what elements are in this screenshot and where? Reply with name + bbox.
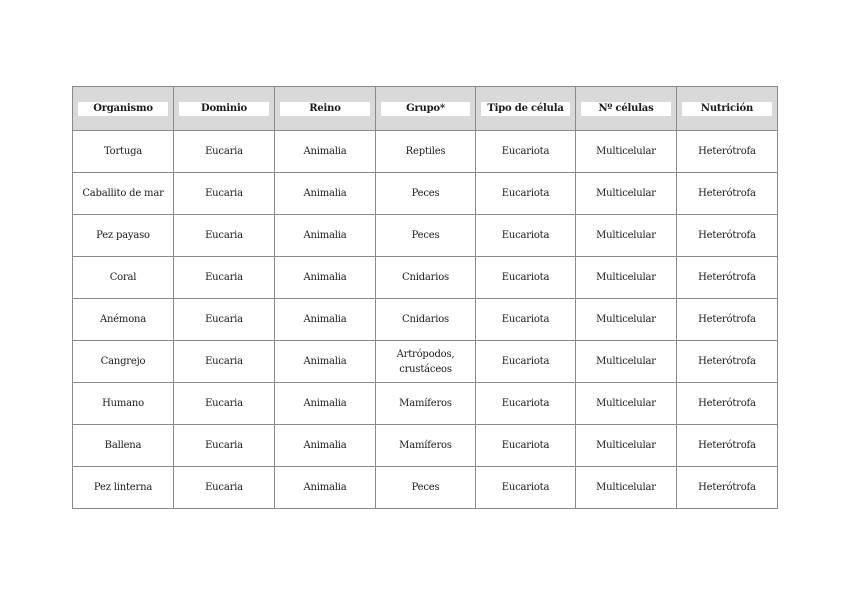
cell-num-celulas: Multicelular (576, 341, 677, 383)
cell-num-celulas: Multicelular (576, 467, 677, 509)
table-row (73, 341, 778, 383)
table-row (73, 131, 778, 173)
cell-organismo: Humano (73, 383, 174, 425)
cell-organismo: Caballito de mar (73, 173, 174, 215)
cell-nutricion: Heterótrofa (677, 425, 778, 467)
table-row (73, 173, 778, 215)
cell-tipo-celula: Eucariota (476, 173, 576, 215)
table-body (73, 131, 778, 509)
cell-tipo-celula: Eucariota (476, 383, 576, 425)
cell-organismo: Coral (73, 257, 174, 299)
cell-num-celulas: Multicelular (576, 383, 677, 425)
cell-grupo: Peces (376, 173, 476, 215)
header-label: Tipo de célula (481, 102, 570, 116)
cell-tipo-celula: Eucariota (476, 341, 576, 383)
header-cell-tipo-celula (476, 87, 576, 131)
table-row (73, 299, 778, 341)
cell-grupo: Mamíferos (376, 425, 476, 467)
cell-grupo: Cnidarios (376, 299, 476, 341)
header-row (73, 87, 778, 131)
cell-dominio: Eucaria (174, 215, 275, 257)
cell-reino: Animalia (275, 341, 376, 383)
cell-organismo: Tortuga (73, 131, 174, 173)
cell-nutricion: Heterótrofa (677, 383, 778, 425)
cell-dominio: Eucaria (174, 257, 275, 299)
cell-organismo: Pez linterna (73, 467, 174, 509)
cell-tipo-celula: Eucariota (476, 215, 576, 257)
cell-reino: Animalia (275, 131, 376, 173)
cell-dominio: Eucaria (174, 341, 275, 383)
header-cell-reino (275, 87, 376, 131)
cell-grupo: Mamíferos (376, 383, 476, 425)
cell-grupo: Reptiles (376, 131, 476, 173)
cell-dominio: Eucaria (174, 425, 275, 467)
cell-reino: Animalia (275, 257, 376, 299)
cell-dominio: Eucaria (174, 173, 275, 215)
cell-dominio: Eucaria (174, 383, 275, 425)
cell-grupo: Cnidarios (376, 257, 476, 299)
cell-nutricion: Heterótrofa (677, 257, 778, 299)
cell-organismo: Cangrejo (73, 341, 174, 383)
cell-tipo-celula: Eucariota (476, 467, 576, 509)
cell-reino: Animalia (275, 383, 376, 425)
cell-grupo: Peces (376, 467, 476, 509)
table-row (73, 257, 778, 299)
cell-num-celulas: Multicelular (576, 299, 677, 341)
cell-organismo: Ballena (73, 425, 174, 467)
table-row (73, 215, 778, 257)
cell-nutricion: Heterótrofa (677, 173, 778, 215)
classification-table (72, 86, 778, 509)
classification-table-container (72, 86, 777, 509)
header-label: Dominio (179, 102, 269, 116)
cell-num-celulas: Multicelular (576, 257, 677, 299)
header-cell-dominio (174, 87, 275, 131)
table-row (73, 425, 778, 467)
cell-tipo-celula: Eucariota (476, 257, 576, 299)
cell-reino: Animalia (275, 173, 376, 215)
cell-grupo: Peces (376, 215, 476, 257)
cell-tipo-celula: Eucariota (476, 131, 576, 173)
header-cell-nutricion (677, 87, 778, 131)
cell-nutricion: Heterótrofa (677, 131, 778, 173)
table-row (73, 383, 778, 425)
header-label: Grupo* (381, 102, 470, 116)
cell-dominio: Eucaria (174, 467, 275, 509)
cell-num-celulas: Multicelular (576, 131, 677, 173)
cell-reino: Animalia (275, 425, 376, 467)
header-cell-num-celulas (576, 87, 677, 131)
cell-organismo: Anémona (73, 299, 174, 341)
header-label: Nutrición (682, 102, 772, 116)
table-header (73, 87, 778, 131)
cell-grupo: Artrópodos, crustáceos (376, 341, 476, 383)
header-label: Nº células (581, 102, 671, 116)
cell-organismo: Pez payaso (73, 215, 174, 257)
cell-dominio: Eucaria (174, 131, 275, 173)
cell-dominio: Eucaria (174, 299, 275, 341)
header-cell-organismo (73, 87, 174, 131)
cell-tipo-celula: Eucariota (476, 299, 576, 341)
cell-tipo-celula: Eucariota (476, 425, 576, 467)
cell-reino: Animalia (275, 215, 376, 257)
cell-nutricion: Heterótrofa (677, 215, 778, 257)
cell-nutricion: Heterótrofa (677, 299, 778, 341)
cell-reino: Animalia (275, 467, 376, 509)
cell-nutricion: Heterótrofa (677, 341, 778, 383)
cell-num-celulas: Multicelular (576, 215, 677, 257)
cell-reino: Animalia (275, 299, 376, 341)
cell-num-celulas: Multicelular (576, 425, 677, 467)
table-row (73, 467, 778, 509)
cell-nutricion: Heterótrofa (677, 467, 778, 509)
header-cell-grupo (376, 87, 476, 131)
header-label: Reino (280, 102, 370, 116)
header-label: Organismo (78, 102, 168, 116)
cell-num-celulas: Multicelular (576, 173, 677, 215)
